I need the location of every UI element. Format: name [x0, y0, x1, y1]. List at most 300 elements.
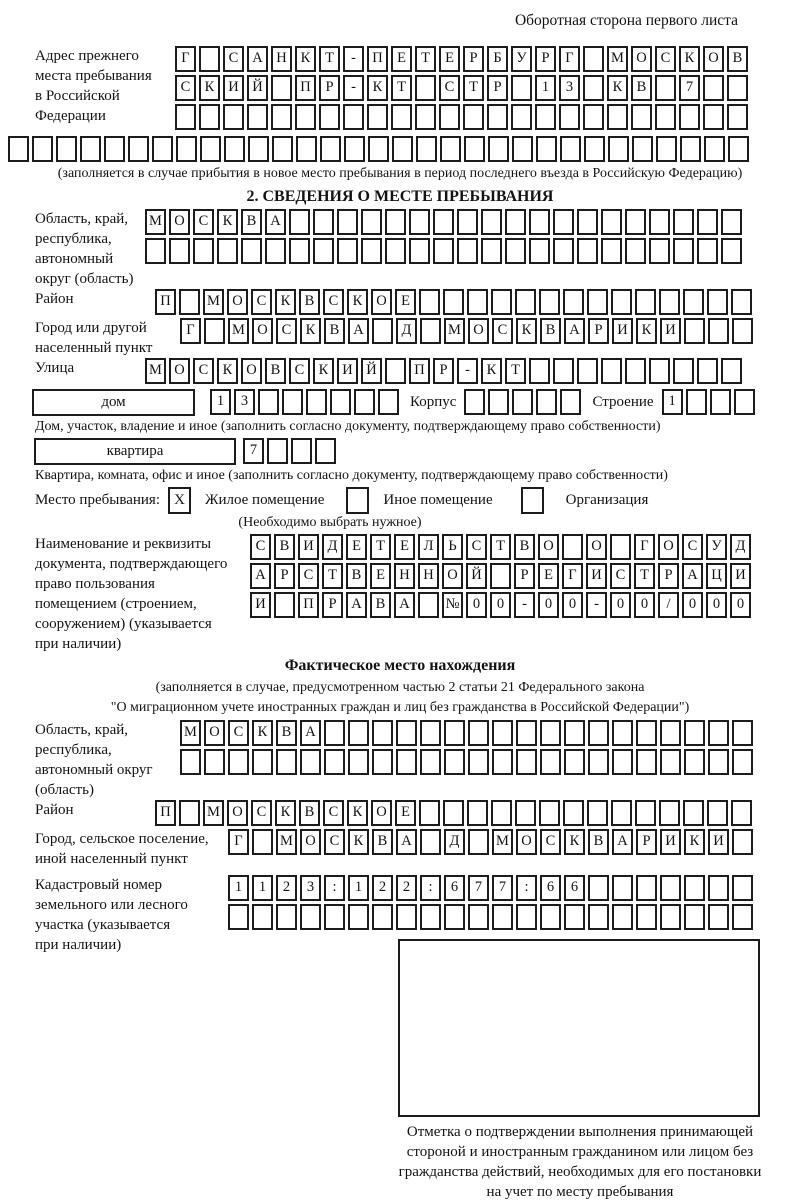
char-cell[interactable]: А [682, 563, 703, 589]
char-cell[interactable] [588, 720, 609, 746]
char-cell[interactable]: В [274, 534, 295, 560]
char-cell[interactable] [684, 875, 705, 901]
char-cell[interactable] [372, 749, 393, 775]
char-cell[interactable] [418, 592, 439, 618]
char-cell[interactable]: 0 [682, 592, 703, 618]
char-cell[interactable] [180, 749, 201, 775]
char-cell[interactable] [433, 209, 454, 235]
char-cell[interactable] [563, 800, 584, 826]
char-cell[interactable]: И [223, 75, 244, 101]
char-cell[interactable] [684, 904, 705, 930]
char-cell[interactable] [306, 389, 327, 415]
char-cell[interactable] [727, 104, 748, 130]
char-cell[interactable]: Т [463, 75, 484, 101]
char-cell[interactable] [553, 238, 574, 264]
char-cell[interactable]: И [298, 534, 319, 560]
char-cell[interactable]: К [564, 829, 585, 855]
char-cell[interactable] [104, 136, 125, 162]
char-cell[interactable]: Р [658, 563, 679, 589]
char-cell[interactable] [583, 75, 604, 101]
char-cell[interactable] [588, 749, 609, 775]
char-cell[interactable]: А [247, 46, 268, 72]
char-cell[interactable] [529, 209, 550, 235]
char-cell[interactable]: К [199, 75, 220, 101]
char-cell[interactable] [553, 358, 574, 384]
char-cell[interactable] [378, 389, 399, 415]
char-cell[interactable]: И [337, 358, 358, 384]
char-cell[interactable]: К [275, 800, 296, 826]
char-cell[interactable]: Т [391, 75, 412, 101]
char-cell[interactable]: Т [505, 358, 526, 384]
char-cell[interactable] [343, 104, 364, 130]
char-cell[interactable]: / [658, 592, 679, 618]
char-cell[interactable]: О [204, 720, 225, 746]
char-cell[interactable]: К [348, 829, 369, 855]
char-cell[interactable] [224, 136, 245, 162]
char-cell[interactable]: 6 [444, 875, 465, 901]
char-cell[interactable] [228, 749, 249, 775]
char-cell[interactable]: И [660, 829, 681, 855]
char-cell[interactable] [564, 720, 585, 746]
char-cell[interactable]: 7 [679, 75, 700, 101]
char-cell[interactable]: Т [490, 534, 511, 560]
char-cell[interactable]: - [343, 75, 364, 101]
char-cell[interactable] [505, 209, 526, 235]
char-cell[interactable] [372, 318, 393, 344]
char-cell[interactable] [344, 136, 365, 162]
char-cell[interactable] [487, 104, 508, 130]
char-cell[interactable]: Д [396, 318, 417, 344]
char-cell[interactable] [697, 358, 718, 384]
char-cell[interactable]: К [252, 720, 273, 746]
char-cell[interactable] [680, 136, 701, 162]
char-cell[interactable]: С [193, 358, 214, 384]
char-cell[interactable]: С [251, 289, 272, 315]
char-cell[interactable]: Г [180, 318, 201, 344]
char-cell[interactable]: О [468, 318, 489, 344]
char-cell[interactable] [296, 136, 317, 162]
char-cell[interactable]: К [607, 75, 628, 101]
char-cell[interactable]: М [607, 46, 628, 72]
char-cell[interactable] [684, 749, 705, 775]
char-cell[interactable]: - [457, 358, 478, 384]
char-cell[interactable]: О [442, 563, 463, 589]
char-cell[interactable]: - [514, 592, 535, 618]
char-cell[interactable] [319, 104, 340, 130]
char-cell[interactable] [611, 289, 632, 315]
char-cell[interactable]: Т [319, 46, 340, 72]
char-cell[interactable] [679, 104, 700, 130]
char-cell[interactable] [625, 238, 646, 264]
kvartira-box[interactable]: квартира [34, 438, 236, 465]
char-cell[interactable]: А [394, 592, 415, 618]
char-cell[interactable] [703, 75, 724, 101]
char-cell[interactable] [529, 358, 550, 384]
char-cell[interactable] [247, 104, 268, 130]
char-cell[interactable] [732, 720, 753, 746]
char-cell[interactable] [704, 136, 725, 162]
char-cell[interactable] [385, 358, 406, 384]
char-cell[interactable] [660, 904, 681, 930]
char-cell[interactable]: М [145, 209, 166, 235]
char-cell[interactable]: А [346, 592, 367, 618]
char-cell[interactable]: А [564, 318, 585, 344]
char-cell[interactable]: Е [395, 800, 416, 826]
char-cell[interactable]: 3 [234, 389, 255, 415]
char-cell[interactable]: К [295, 46, 316, 72]
char-cell[interactable]: 0 [634, 592, 655, 618]
char-cell[interactable] [632, 136, 653, 162]
char-cell[interactable] [577, 358, 598, 384]
char-cell[interactable]: К [347, 289, 368, 315]
char-cell[interactable]: В [299, 800, 320, 826]
char-cell[interactable]: В [370, 592, 391, 618]
char-cell[interactable] [300, 749, 321, 775]
char-cell[interactable] [467, 800, 488, 826]
char-cell[interactable] [392, 136, 413, 162]
char-cell[interactable]: С [228, 720, 249, 746]
char-cell[interactable] [610, 534, 631, 560]
char-cell[interactable]: Й [247, 75, 268, 101]
char-cell[interactable] [583, 104, 604, 130]
char-cell[interactable]: 6 [540, 875, 561, 901]
char-cell[interactable]: Т [415, 46, 436, 72]
char-cell[interactable] [491, 800, 512, 826]
char-cell[interactable] [512, 389, 533, 415]
char-cell[interactable] [708, 904, 729, 930]
char-cell[interactable] [564, 904, 585, 930]
char-cell[interactable] [396, 749, 417, 775]
char-cell[interactable]: К [481, 358, 502, 384]
char-cell[interactable]: 0 [730, 592, 751, 618]
char-cell[interactable] [636, 749, 657, 775]
char-cell[interactable] [415, 104, 436, 130]
char-cell[interactable] [348, 904, 369, 930]
char-cell[interactable] [330, 389, 351, 415]
char-cell[interactable] [443, 289, 464, 315]
char-cell[interactable] [635, 289, 656, 315]
char-cell[interactable] [419, 800, 440, 826]
char-cell[interactable]: Н [394, 563, 415, 589]
char-cell[interactable]: М [180, 720, 201, 746]
char-cell[interactable]: С [223, 46, 244, 72]
char-cell[interactable] [562, 534, 583, 560]
char-cell[interactable] [468, 904, 489, 930]
char-cell[interactable] [488, 136, 509, 162]
char-cell[interactable]: С [323, 289, 344, 315]
char-cell[interactable] [727, 75, 748, 101]
char-cell[interactable] [409, 238, 430, 264]
char-cell[interactable] [683, 800, 704, 826]
char-cell[interactable] [697, 238, 718, 264]
char-cell[interactable] [385, 209, 406, 235]
char-cell[interactable]: В [324, 318, 345, 344]
char-cell[interactable]: 2 [396, 875, 417, 901]
char-cell[interactable] [128, 136, 149, 162]
char-cell[interactable]: Ь [442, 534, 463, 560]
char-cell[interactable] [80, 136, 101, 162]
char-cell[interactable] [368, 136, 389, 162]
char-cell[interactable]: М [203, 800, 224, 826]
char-cell[interactable] [267, 438, 288, 464]
char-cell[interactable] [481, 238, 502, 264]
char-cell[interactable]: В [540, 318, 561, 344]
char-cell[interactable] [291, 438, 312, 464]
char-cell[interactable]: С [610, 563, 631, 589]
char-cell[interactable] [611, 800, 632, 826]
char-cell[interactable] [584, 136, 605, 162]
char-cell[interactable]: Т [322, 563, 343, 589]
char-cell[interactable] [420, 749, 441, 775]
char-cell[interactable]: В [631, 75, 652, 101]
char-cell[interactable] [420, 720, 441, 746]
char-cell[interactable]: О [252, 318, 273, 344]
char-cell[interactable]: Е [370, 563, 391, 589]
char-cell[interactable]: А [348, 318, 369, 344]
char-cell[interactable]: О [227, 800, 248, 826]
char-cell[interactable] [588, 904, 609, 930]
char-cell[interactable] [732, 875, 753, 901]
char-cell[interactable] [348, 749, 369, 775]
char-cell[interactable] [703, 104, 724, 130]
char-cell[interactable]: С [655, 46, 676, 72]
char-cell[interactable] [516, 904, 537, 930]
char-cell[interactable] [467, 289, 488, 315]
char-cell[interactable] [684, 318, 705, 344]
char-cell[interactable]: Т [634, 563, 655, 589]
char-cell[interactable]: Н [418, 563, 439, 589]
char-cell[interactable]: 0 [466, 592, 487, 618]
char-cell[interactable]: С [250, 534, 271, 560]
char-cell[interactable] [587, 800, 608, 826]
char-cell[interactable]: В [265, 358, 286, 384]
char-cell[interactable] [540, 749, 561, 775]
char-cell[interactable] [732, 904, 753, 930]
char-cell[interactable]: О [169, 358, 190, 384]
char-cell[interactable] [440, 136, 461, 162]
char-cell[interactable] [324, 904, 345, 930]
char-cell[interactable] [324, 720, 345, 746]
char-cell[interactable]: П [409, 358, 430, 384]
char-cell[interactable] [660, 875, 681, 901]
char-cell[interactable] [516, 720, 537, 746]
char-cell[interactable]: Р [463, 46, 484, 72]
char-cell[interactable]: Р [433, 358, 454, 384]
char-cell[interactable] [416, 136, 437, 162]
char-cell[interactable] [200, 136, 221, 162]
char-cell[interactable]: К [636, 318, 657, 344]
char-cell[interactable] [708, 749, 729, 775]
char-cell[interactable] [56, 136, 77, 162]
char-cell[interactable] [731, 800, 752, 826]
char-cell[interactable] [252, 904, 273, 930]
char-cell[interactable] [516, 749, 537, 775]
char-cell[interactable]: С [251, 800, 272, 826]
char-cell[interactable]: А [612, 829, 633, 855]
char-cell[interactable] [636, 904, 657, 930]
char-cell[interactable]: - [586, 592, 607, 618]
char-cell[interactable] [721, 358, 742, 384]
char-cell[interactable] [175, 104, 196, 130]
char-cell[interactable] [313, 209, 334, 235]
char-cell[interactable]: Р [636, 829, 657, 855]
char-cell[interactable] [732, 829, 753, 855]
char-cell[interactable] [289, 209, 310, 235]
char-cell[interactable]: Д [444, 829, 465, 855]
char-cell[interactable]: 1 [535, 75, 556, 101]
char-cell[interactable] [223, 104, 244, 130]
char-cell[interactable] [655, 75, 676, 101]
char-cell[interactable] [511, 75, 532, 101]
char-cell[interactable] [491, 289, 512, 315]
char-cell[interactable]: В [372, 829, 393, 855]
char-cell[interactable]: Р [588, 318, 609, 344]
char-cell[interactable]: О [538, 534, 559, 560]
char-cell[interactable]: Г [559, 46, 580, 72]
char-cell[interactable]: Н [271, 46, 292, 72]
char-cell[interactable]: М [228, 318, 249, 344]
char-cell[interactable]: Е [395, 289, 416, 315]
char-cell[interactable] [396, 904, 417, 930]
char-cell[interactable] [564, 749, 585, 775]
char-cell[interactable]: И [708, 829, 729, 855]
char-cell[interactable]: Й [466, 563, 487, 589]
char-cell[interactable]: К [347, 800, 368, 826]
char-cell[interactable]: П [367, 46, 388, 72]
char-cell[interactable]: У [706, 534, 727, 560]
char-cell[interactable]: Б [487, 46, 508, 72]
char-cell[interactable] [271, 104, 292, 130]
char-cell[interactable] [625, 358, 646, 384]
char-cell[interactable] [348, 720, 369, 746]
char-cell[interactable]: И [660, 318, 681, 344]
char-cell[interactable]: С [276, 318, 297, 344]
char-cell[interactable] [697, 209, 718, 235]
char-cell[interactable] [252, 829, 273, 855]
char-cell[interactable] [512, 136, 533, 162]
char-cell[interactable] [204, 318, 225, 344]
char-cell[interactable]: С [323, 800, 344, 826]
char-cell[interactable]: О [631, 46, 652, 72]
char-cell[interactable] [659, 289, 680, 315]
char-cell[interactable]: И [586, 563, 607, 589]
char-cell[interactable]: П [295, 75, 316, 101]
char-cell[interactable] [289, 238, 310, 264]
char-cell[interactable]: В [299, 289, 320, 315]
char-cell[interactable] [588, 875, 609, 901]
char-cell[interactable] [636, 875, 657, 901]
char-cell[interactable] [708, 318, 729, 344]
char-cell[interactable] [529, 238, 550, 264]
char-cell[interactable] [179, 289, 200, 315]
char-cell[interactable] [252, 749, 273, 775]
char-cell[interactable]: 2 [372, 875, 393, 901]
char-cell[interactable]: : [516, 875, 537, 901]
char-cell[interactable] [415, 75, 436, 101]
char-cell[interactable] [372, 720, 393, 746]
char-cell[interactable] [420, 904, 441, 930]
char-cell[interactable]: 1 [228, 875, 249, 901]
char-cell[interactable]: Е [538, 563, 559, 589]
char-cell[interactable] [354, 389, 375, 415]
char-cell[interactable]: 7 [243, 438, 264, 464]
char-cell[interactable]: О [241, 358, 262, 384]
char-cell[interactable] [282, 389, 303, 415]
char-cell[interactable] [361, 238, 382, 264]
char-cell[interactable]: С [193, 209, 214, 235]
char-cell[interactable]: 1 [252, 875, 273, 901]
char-cell[interactable]: С [175, 75, 196, 101]
char-cell[interactable] [468, 829, 489, 855]
char-cell[interactable]: С [289, 358, 310, 384]
char-cell[interactable] [271, 75, 292, 101]
char-cell[interactable] [734, 389, 755, 415]
char-cell[interactable] [152, 136, 173, 162]
char-cell[interactable] [488, 389, 509, 415]
char-cell[interactable]: : [324, 875, 345, 901]
char-cell[interactable]: М [444, 318, 465, 344]
char-cell[interactable] [721, 238, 742, 264]
char-cell[interactable]: И [250, 592, 271, 618]
char-cell[interactable] [563, 289, 584, 315]
char-cell[interactable]: Р [274, 563, 295, 589]
char-cell[interactable] [708, 875, 729, 901]
char-cell[interactable] [656, 136, 677, 162]
char-cell[interactable] [660, 720, 681, 746]
char-cell[interactable] [659, 800, 680, 826]
char-cell[interactable] [535, 104, 556, 130]
char-cell[interactable] [258, 389, 279, 415]
char-cell[interactable] [420, 829, 441, 855]
char-cell[interactable]: Р [322, 592, 343, 618]
char-cell[interactable] [553, 209, 574, 235]
char-cell[interactable]: О [371, 800, 392, 826]
char-cell[interactable]: К [367, 75, 388, 101]
char-cell[interactable] [276, 749, 297, 775]
char-cell[interactable]: 1 [210, 389, 231, 415]
char-cell[interactable]: Ц [706, 563, 727, 589]
char-cell[interactable] [241, 238, 262, 264]
char-cell[interactable] [193, 238, 214, 264]
char-cell[interactable]: М [203, 289, 224, 315]
char-cell[interactable]: Р [487, 75, 508, 101]
char-cell[interactable] [707, 800, 728, 826]
char-cell[interactable]: 7 [468, 875, 489, 901]
char-cell[interactable]: Д [730, 534, 751, 560]
char-cell[interactable] [468, 720, 489, 746]
char-cell[interactable] [559, 104, 580, 130]
char-cell[interactable]: 0 [538, 592, 559, 618]
char-cell[interactable] [444, 720, 465, 746]
char-cell[interactable] [337, 209, 358, 235]
char-cell[interactable]: О [703, 46, 724, 72]
char-cell[interactable] [612, 904, 633, 930]
char-cell[interactable]: П [298, 592, 319, 618]
char-cell[interactable]: К [313, 358, 334, 384]
char-cell[interactable] [708, 720, 729, 746]
char-cell[interactable] [686, 389, 707, 415]
char-cell[interactable] [492, 904, 513, 930]
char-cell[interactable] [649, 238, 670, 264]
char-cell[interactable]: Л [418, 534, 439, 560]
char-cell[interactable] [601, 358, 622, 384]
char-cell[interactable]: Г [634, 534, 655, 560]
stay-type-residential-checkbox[interactable]: X [168, 487, 191, 514]
char-cell[interactable]: В [588, 829, 609, 855]
char-cell[interactable] [540, 720, 561, 746]
char-cell[interactable] [732, 749, 753, 775]
char-cell[interactable] [274, 592, 295, 618]
